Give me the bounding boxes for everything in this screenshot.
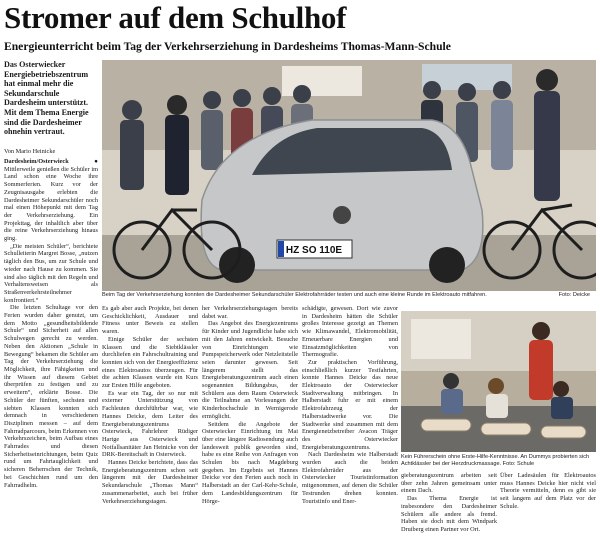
subheadline: Energieunterricht beim Tag der Verkehrserziehung in Dardesheims Thomas-Mann-Schule	[4, 40, 451, 53]
col1-paragraph-2: „Die meisten Schüler“, berichtete Schulleiterin Margret Bosse, „nutzen täglich den Bus, um zur Schule und wieder nach Hause zu kommen. Sie sind also täglich mit den Regeln und Verhaltensweisen als Straßenverkehrsteilnehmer konfrontiert.“	[4, 242, 98, 304]
photo-first-aid-training	[401, 311, 596, 452]
article-column-4	[302, 305, 398, 536]
col4-paragraph-2: Zur praktischen Vorführung, einschließlich kurzer Testfahrten, konnte Hannes Deicke das neue Elektroauto der Osterwiecker Stadtverwaltung mitbringen. In Halberstadt fuhr er mit einem Elektrofahrzeug der Halberstadtwerke vor. Die Stadtwerke sind zusammen mit dem Energienetzbetreiber Avacon Träger des Osterwiecker Energieberatungszentrums.	[302, 358, 398, 451]
col6-paragraph-1: Über Ladesäulen für Elektroautos muss Hannes Deicke hier nicht viel Theorie vermitteln, denn es gibt sie seit langem auf dem Platz vor der Schule.	[500, 472, 596, 510]
col2-paragraph-3: Es war ein Tag, der so nur mit externer Unterstützung von Fachleuten durchführbar war, wie Hannes Deicke, dem Leiter des Energieberatungszentrums Osterwieck, Fahrlehrer Rüdiger Hartge aus Osterwieck und Notfallsanitäter Jan Heinicke von der DRK-Bereitschaft in Osterwieck.	[102, 389, 198, 459]
article-column-5	[401, 472, 497, 536]
first-aid-caption-text: Kein Führerschein ohne Erste-Hilfe-Kenntnisse. An Dummys probierten sich Achtklässler bei der Herzdruckmassage.	[401, 454, 590, 467]
license-plate-text: HZ SO 110E	[285, 245, 343, 256]
article-column-2	[102, 305, 198, 536]
col2-paragraph-4: Hannes Deicke berichtete, dass das Energieberatungszentrum schon seit längerem mit der Dardesheimer Sekundarschule „Thomas Mann“ zusammenarbeitet, auch bei früher Verkehrserziehungstagen.	[102, 459, 198, 505]
col1-paragraph-3: Die letzten Schultage vor den Ferien wurden daher genutzt, um dem Motto „gesundheitsbildende Schule“ und Sicherheit auf allen Schulwegen gerecht zu werden. Neben den Aktionen „Schule in Bewegung“ bekamen die Schüler am Tag der Verkehrserziehung die Möglichkeit, ihre Fähigkeiten und ihr Wissen auf diesem Gebiet überprüfen zu festigen und zu erweitern“, erklärte Bosse. Die Schüler der fünften, sechsten und siebten Klassen konnten sich demnach in verschiedenen Disziplinen messen – auf dem Fahrradparcours, beim Erkennen von Verkehrszeichen, beim Aufbau eines Fahrrades und diesen Sicherheitseinrichtungen, beim Quiz rund um Fahrtauglichkeit und sicheren Beherrschen der Technik, bei Geschichten rund um den Fahrradhelm.	[4, 304, 98, 489]
electric-car	[201, 120, 483, 283]
first-aid-photo	[401, 311, 596, 452]
col3-paragraph-2: Das Angebot des Energiezentrums für Kinder und Jugendliche habe sich mit den Jahren entwickelt. Besuche von Einrichtungen wie Pumpspeicherwerk oder Netzleitstelle seien darunter gewesen. Seit längerem stellt das Energieberatungszentrum auch einen sogenannten Bildungsbus, der Schülern aus dem Raum Osterwieck die Teilnahme an Vorlesungen der Kinderhochschule in Wernigerode ermöglicht.	[202, 320, 298, 420]
col4-paragraph-1: schädigte, gewesen. Dort wie zuvor in Dardesheim hätten die Schüler großes Interesse gezeigt an Themen wie Klimawandel, Elektromobilität, Erneuerbare Energien und Einsatzmöglichkeiten von Thermografie.	[302, 305, 398, 359]
col1-lead: Mittlerweile genießen die Schüler im Land schon eine Woche ihre Sommerferien. Kurz vor der Zeugnisausgabe erlebten die Dardesheimer Sekundarschüler noch mal einen Höhepunkt mit dem Tag der Verkehrserziehung. Ein Projekttag, der inhaltlich aber über die reine Verkehrserziehung hinaus ging.	[4, 165, 98, 243]
headline: Stromer auf dem Schulhof	[4, 0, 347, 35]
col2-paragraph-2: Einige Schüler der sechsten Klassen und die Siebtklässler durchliefen ein Fahrschultraining und konnten sich von der Energieeffizienz eines Elektroautos überzeugen. Für die achten Klassen wurde ein Kurs zur Ersten Hilfe angeboten.	[102, 335, 198, 390]
main-photo-credit: Foto: Deicke	[558, 292, 590, 298]
article-column-6	[500, 472, 596, 536]
col3-paragraph-1: her Verkehrserziehungstagen bereits dabei war.	[202, 305, 298, 320]
byline-place: Dardesheim/Osterwieck	[4, 158, 69, 165]
byline	[4, 148, 98, 156]
article-column-1: Dardesheim/Osterwieck ● Mittlerweile genießen die Schüler im Land schon eine Woche ihre Sommerferien. Kurz vor der Zeugnisausgabe erlebten die Dardesheimer Sekundarschüler noch mal einen Höhepunkt mit dem Tag der Verkehrserziehung. Ein Projekttag, der inhaltlich aber über die reine Verkehrserziehung hinaus ging. „Die meisten Schüler“, berichtete Schulleiterin Margret Bosse, „nutzen täglich den Bus, um zur Schule und wieder nach Hause zu kommen. Sie sind also täglich mit den Regeln und Verhaltensweisen als Straßenverkehrsteilnehmer konfrontiert.“ Die letzten Schultage vor den Ferien wurden daher genutzt, um dem Motto „gesundheitsbildende Schule“ und Sicherheit auf allen Schulwegen gerecht zu werden. Neben den Aktionen „Schule in Bewegung“ bekamen die Schüler am Tag der Verkehrserziehung die Möglichkeit, ihre Fähigkeiten und ihr Wissen auf diesem Gebiet überprüfen zu festigen und zu erweitern“, erklärte Bosse. Die Schüler der fünften, sechsten und siebten Klassen konnten sich demnach in verschiedenen Disziplinen messen – auf dem Fahrradparcours, beim Erkennen von Verkehrszeichen, beim Aufbau eines Fahrrades und diesen Sicherheitseinrichtungen, beim Quiz rund um Fahrtauglichkeit und sicheren Beherrschen der Technik, bei Geschichten rund um den Fahrradhelm.	[4, 158, 98, 489]
col2-paragraph-1: Es gab aber auch Projekte, bei denen Geschicklichkeit, Ausdauer und Fitness unter Beweis zu stellen waren.	[102, 305, 198, 336]
col5-paragraph-2: Das Thema Energie ist insbesondere den Dardesheimer Schülern alle andere als fremd. Haben sie doch mit dem Windpark Druiberg einen Partner vor Ort.	[401, 495, 497, 533]
first-aid-caption	[401, 454, 596, 468]
col4-paragraph-3: Nach Dardesheim wie Halberstadt wurden auch die beiden Elektrofahrräder aus der Osterwiecker Touristinformation mitgenommen, auf denen die Schüler Testrunden drehen konnten. Touristinfo und Ener-	[302, 451, 398, 505]
article-column-3	[202, 305, 298, 536]
col5-paragraph-1: gieberatungszentrum arbeiten seit über zehn Jahren gemeinsam unter einem Dach.	[401, 472, 497, 495]
photo-students-electric-car	[102, 60, 596, 291]
main-photo	[102, 60, 596, 291]
col3-paragraph-3: Seitdem die Angebote der Osterwiecker Einrichtung im Mai über eine längere Radiosendung auch landesweit publik geworden sind, habe es eine Reihe von Anfragen von Schulen bis nach Magdeburg gegeben. Im Ergebnis sei Hannes Deicke vor den Ferien auch noch in Halberstadt an der Carl-Kehr-Schule, dem Landesbildungszentrum für Hörge-	[202, 420, 298, 505]
byline-author: Von Mario Heinicke	[4, 148, 56, 155]
teaser: Das Osterwiecker Energiebetriebszentrum hat einmal mehr die Sekundarschule Dardesheim unterstützt. Mit dem Thema Energie sind die Dardesheimer ohnehin vertraut.	[4, 60, 89, 137]
first-aid-credit: Foto: Schule	[502, 461, 535, 467]
main-photo-caption: Beim Tag der Verkehrserziehung konnten die Dardesheimer Sekundarschüler Elektrofahrräder testen und auch eine kleine Runde im Elektroauto mitfahren.	[102, 292, 487, 298]
paramedic	[529, 322, 553, 400]
